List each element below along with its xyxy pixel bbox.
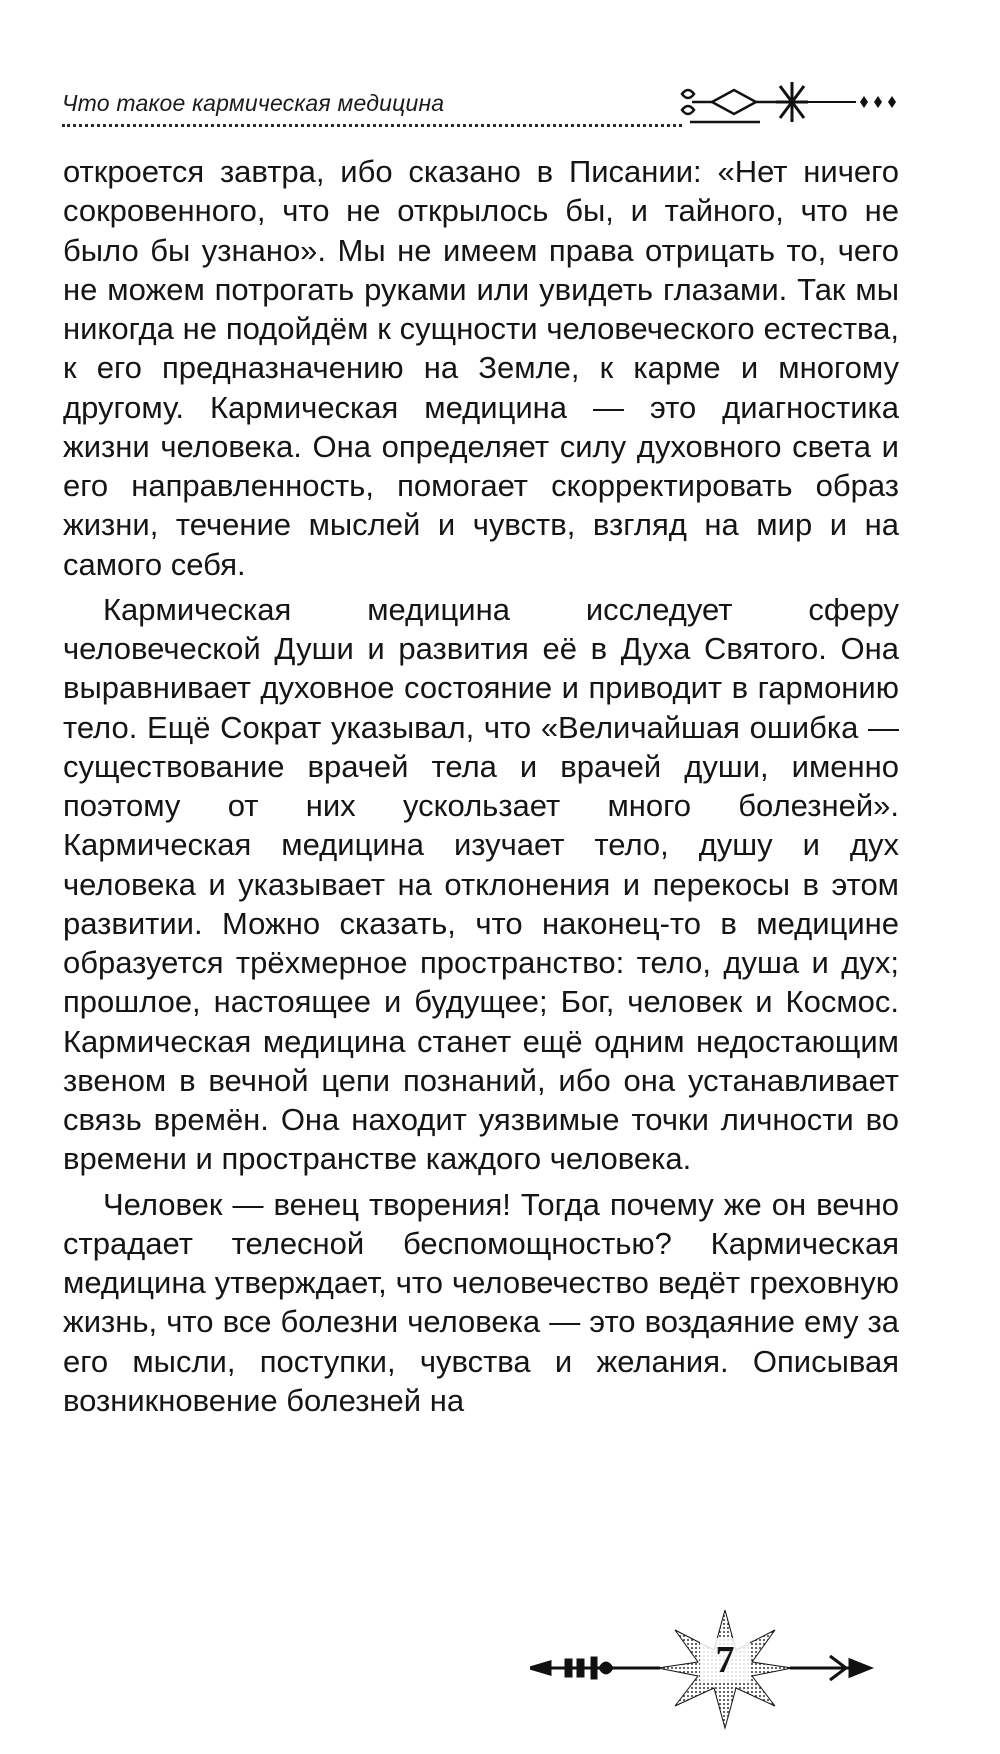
running-title: Что такое кармическая медицина — [62, 90, 445, 116]
flourish-star-ornament — [680, 76, 910, 136]
main-text — [63, 152, 899, 1426]
page-footer — [530, 1610, 910, 1730]
paragraph-2: Кармическая медицина исследует сферу человеческой Души и развития её в Духа Святого. Она выравнивает духовное состояние и приводит в гармонию тело. Ещё Сократ указывал, что «Величайшая ошибка — существование врачей тела и врачей души, именно поэтому от них ускользает много болезней». Кармическая медицина изучает тело, душу и дух человека и указывает на отклонения и перекосы в этом развитии. Можно сказать, что наконец-то в медицине образуется трёхмерное пространство: тело, душа и дух; прошлое, настоящее и будущее; Бог, человек и Космос. Кармическая медицина станет ещё одним недостающим звеном в вечной цепи познаний, ибо она устанавливает связь времён. Она находит уязвимые точки личности во времени и пространстве каждого человека. — [63, 591, 899, 1177]
paragraph-3: Человек — венец творения! Тогда почему же он вечно страдает телесной беспомощностью? Кармическая медицина утверждает, что человечество ведёт греховную жизнь, что все болезни человека — это воздаяние ему за его мысли, поступки, чувства и желания. Описывая возникновение болезней на — [63, 1186, 899, 1418]
dotted-rule — [62, 124, 682, 127]
page-number: 7 — [700, 1638, 750, 1682]
paragraph-1: откроется завтра, ибо сказано в Писании: «Нет ничего сокровенного, что не открылось бы, и тайного, что не было бы узнано». Мы не имеем права отрицать то, чего не можем потрогать руками или увидеть глазами. Так мы никогда не подойдём к сущности человеческого естества, к его предназначению на Земле, к карме и многому другому. Кармическая медицина — это диагностика жизни человека. Она определяет силу духовного света и его направленность, помогает скорректировать образ жизни, течение мыслей и чувств, взгляд на мир и на самого себя. — [63, 154, 899, 582]
running-head — [62, 76, 942, 136]
